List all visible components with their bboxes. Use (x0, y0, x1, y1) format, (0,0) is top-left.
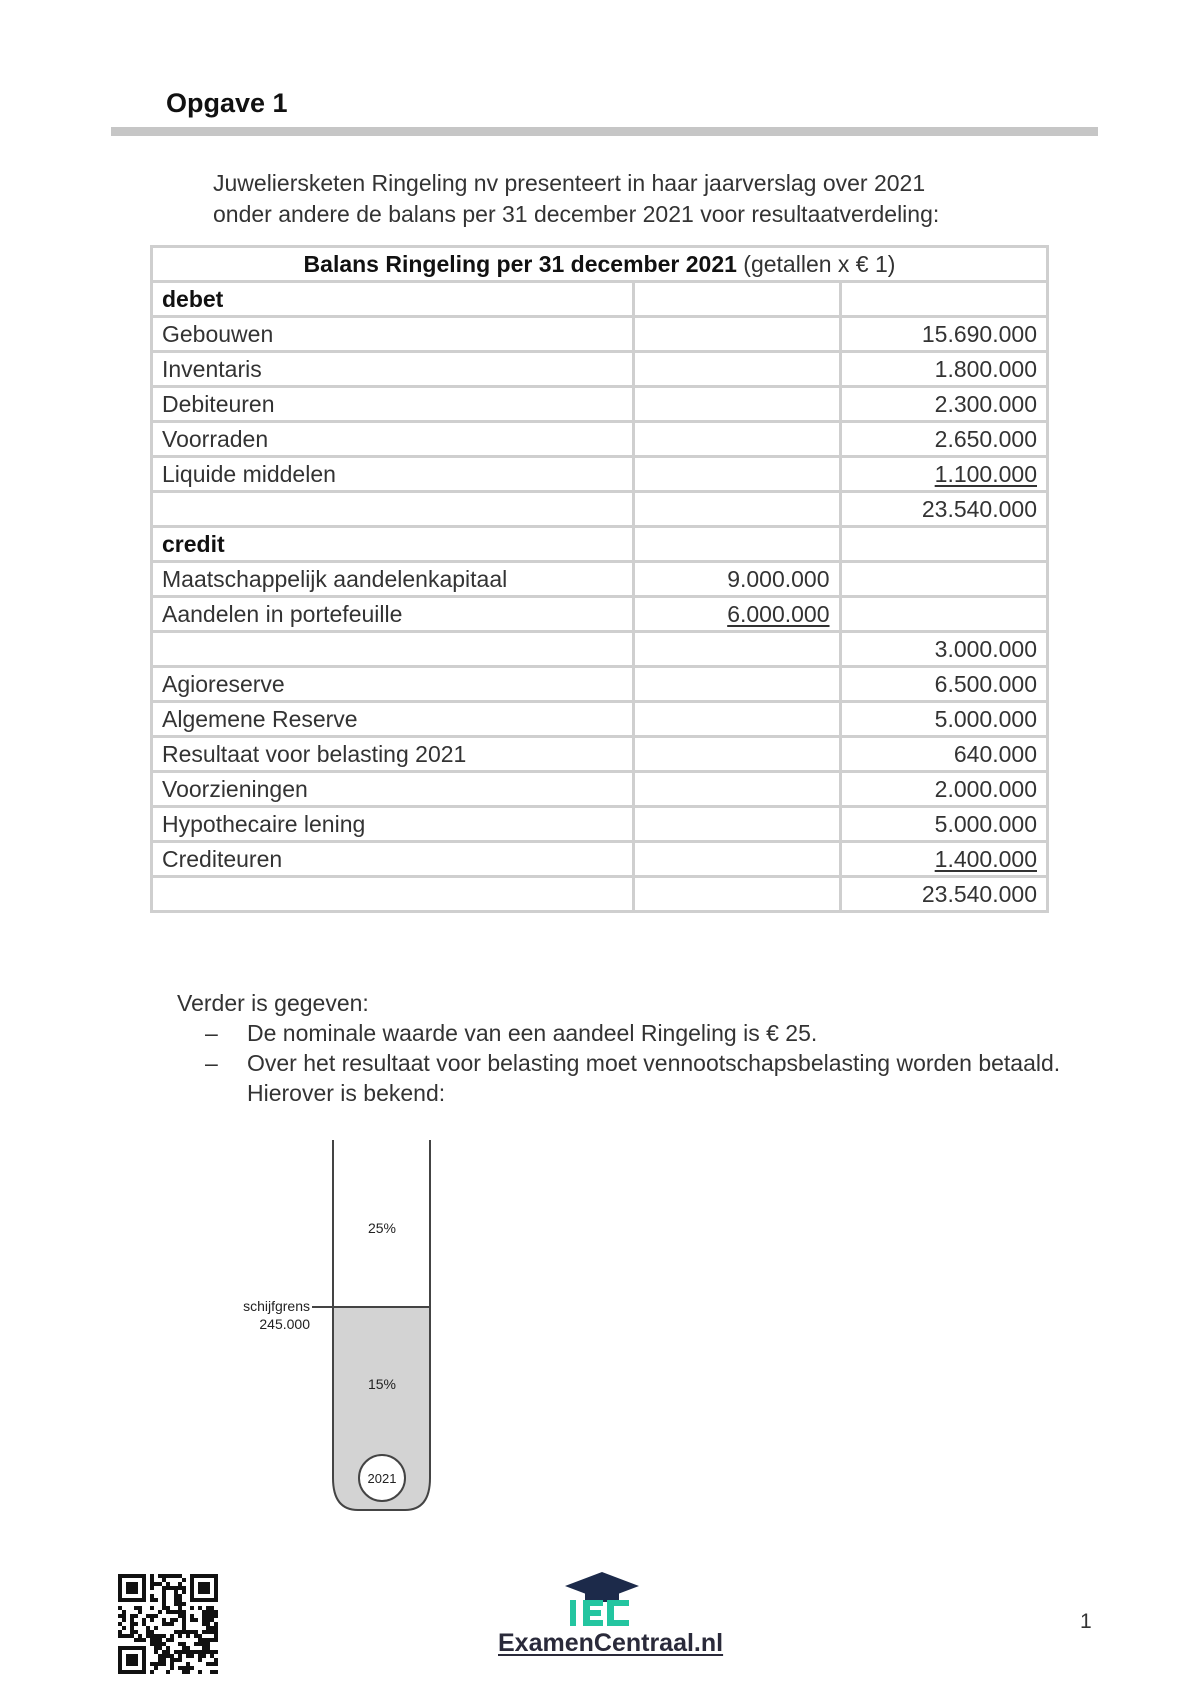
row-label-text: Algemene Reserve (162, 705, 358, 732)
row-label-text: Voorraden (162, 425, 269, 452)
graduation-cap-icon (563, 1570, 641, 1626)
row-label-text: Crediteuren (162, 845, 283, 872)
row-amount-text: 23.540.000 (921, 495, 1037, 522)
row-label-text: Agioreserve (162, 670, 285, 697)
bullet-text: De nominale waarde van een aandeel Ringeling is € 25. (247, 1020, 818, 1046)
row-label-text: Inventaris (162, 355, 262, 382)
row-amount-text: 1.100.000 (934, 460, 1037, 487)
upper-rate-label: 25% (367, 1220, 397, 1236)
given-intro: Verder is gegeven: (177, 990, 369, 1016)
row-label-text: Hypothecaire lening (162, 810, 366, 837)
row-label-text: credit (162, 530, 225, 557)
bullet-dash: – (205, 1020, 218, 1046)
table-heading-title: Balans Ringeling per 31 december 2021 (303, 250, 737, 277)
row-amount-text: 23.540.000 (921, 880, 1037, 907)
row-amount-text: 1.400.000 (934, 845, 1037, 872)
row-subamount-text: 9.000.000 (727, 565, 830, 592)
row-label-text: Voorzieningen (162, 775, 308, 802)
row-amount-text: 15.690.000 (921, 320, 1037, 347)
row-amount-text: 2.300.000 (934, 390, 1037, 417)
row-label-text: Debiteuren (162, 390, 275, 417)
bracket-label: schijfgrens (243, 1298, 310, 1314)
year-label: 2021 (367, 1471, 397, 1486)
table-heading-note: (getallen x € 1) (743, 250, 896, 277)
page-number: 1 (1080, 1610, 1092, 1633)
row-subamount-text: 6.000.000 (727, 600, 830, 627)
row-label-text: debet (162, 285, 224, 312)
bullet-text: Over het resultaat voor belasting moet vennootschapsbelasting worden betaald. Hierover is bekend: (247, 1050, 1061, 1106)
row-label-text: Maatschappelijk aandelenkapitaal (162, 565, 508, 592)
lower-rate-label: 15% (367, 1376, 397, 1392)
row-amount-text: 5.000.000 (934, 810, 1037, 837)
intro-line: onder andere de balans per 31 december 2021 voor resultaatverdeling: (213, 201, 940, 227)
brand-logo-text[interactable]: ExamenCentraal.nl (498, 1629, 724, 1657)
intro-line: Juweliersketen Ringeling nv presenteert in haar jaarverslag over 2021 (213, 170, 926, 196)
row-amount-text: 1.800.000 (934, 355, 1037, 382)
row-label-text: Aandelen in portefeuille (162, 600, 403, 627)
bullet-dash: – (205, 1050, 218, 1076)
qr-code-icon (118, 1574, 218, 1674)
row-label-text: Liquide middelen (162, 460, 336, 487)
row-amount-text: 6.500.000 (934, 670, 1037, 697)
row-amount-text: 2.650.000 (934, 425, 1037, 452)
row-amount-text: 2.000.000 (934, 775, 1037, 802)
page-title: Opgave 1 (166, 88, 288, 118)
row-amount-text: 640.000 (953, 740, 1037, 767)
row-amount-text: 5.000.000 (934, 705, 1037, 732)
row-label-text: Resultaat voor belasting 2021 (162, 740, 467, 767)
row-label-text: Gebouwen (162, 320, 274, 347)
row-amount-text: 3.000.000 (934, 635, 1037, 662)
bracket-value: 245.000 (259, 1316, 310, 1332)
